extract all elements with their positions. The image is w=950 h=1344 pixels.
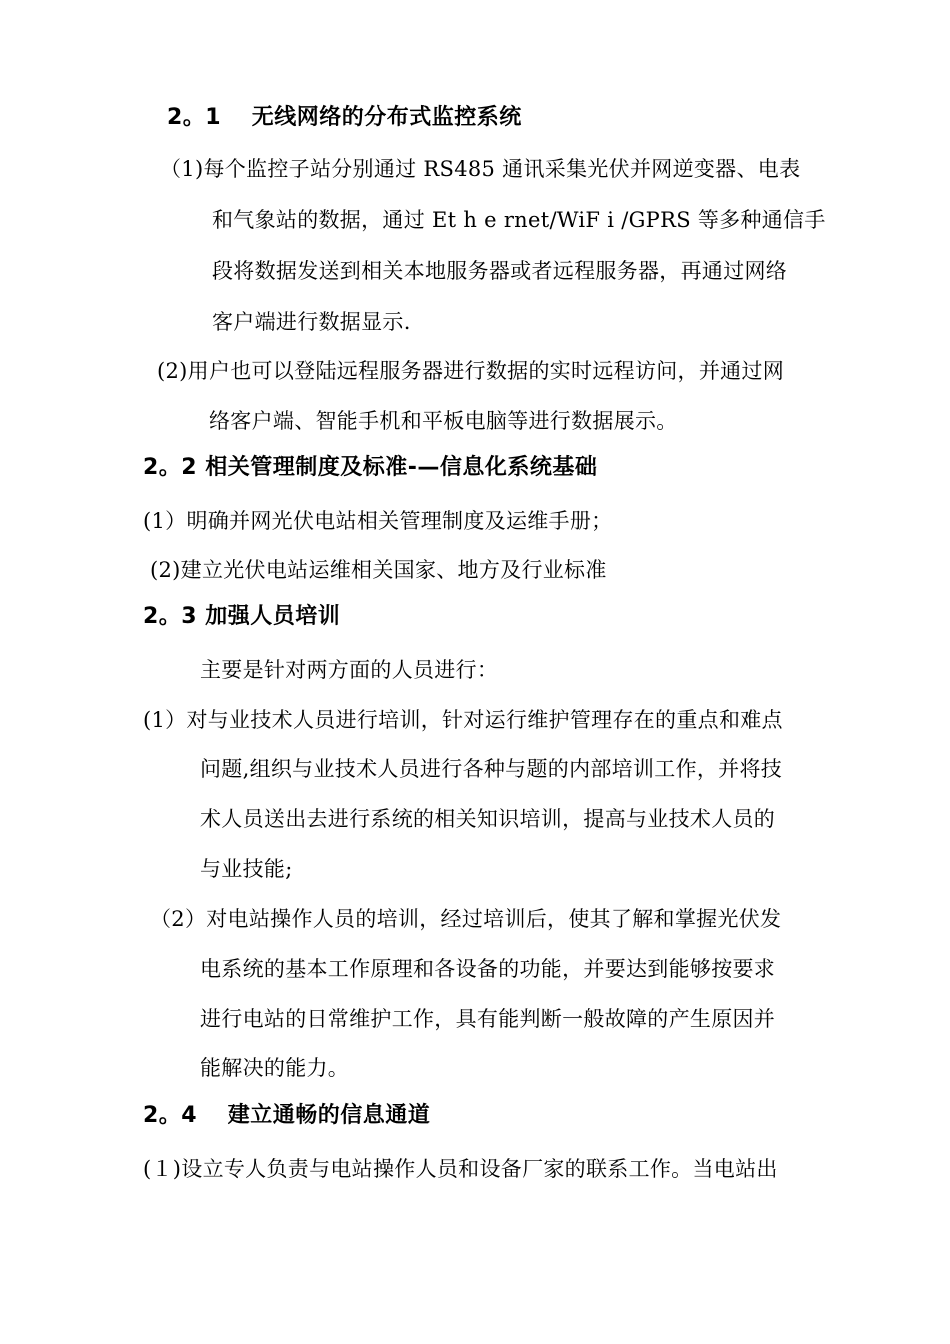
paragraph-line: 客户端进行数据显示. bbox=[212, 310, 411, 334]
paragraph-line: （1)每个监控子站分别通过 RS485 通讯采集光伏并网逆变器、电表 bbox=[160, 157, 801, 181]
paragraph-line: 能解决的能力。 bbox=[200, 1056, 350, 1080]
paragraph-line: （2）对电站操作人员的培训，经过培训后，使其了解和掌握光伏发 bbox=[150, 907, 782, 931]
paragraph-line: 和气象站的数据，通过 Et h e rnet/WiF i /GPRS 等多种通信手 bbox=[212, 208, 826, 232]
section-heading-2-3: 2。3 加强人员培训 bbox=[143, 604, 341, 629]
paragraph-line: (1）对与业技术人员进行培训，针对运行维护管理存在的重点和难点 bbox=[143, 708, 783, 732]
section-heading-2-1: 2。1 无线网络的分布式监控系统 bbox=[167, 105, 522, 130]
section-heading-2-4: 2。4 建立通畅的信息通道 bbox=[143, 1103, 431, 1128]
paragraph-line: 进行电站的日常维护工作，具有能判断一般故障的产生原因并 bbox=[200, 1007, 776, 1031]
section-heading-2-2: 2。2 相关管理制度及标准-—信息化系统基础 bbox=[143, 455, 598, 480]
paragraph-line: 电系统的基本工作原理和各设备的功能，并要达到能够按要求 bbox=[200, 957, 776, 981]
paragraph-line: 段将数据发送到相关本地服务器或者远程服务器，再通过网络 bbox=[212, 259, 788, 283]
paragraph-line: 与业技能; bbox=[200, 857, 293, 881]
paragraph-line: (2)建立光伏电站运维相关国家、地方及行业标准 bbox=[150, 558, 607, 582]
paragraph-line: 主要是针对两方面的人员进行： bbox=[200, 658, 499, 682]
paragraph-line: 问题,组织与业技术人员进行各种与题的内部培训工作，并将技 bbox=[200, 757, 783, 781]
paragraph-line: (１)设立专人负责与电站操作人员和设备厂家的联系工作。当电站出 bbox=[143, 1157, 778, 1181]
paragraph-line: (2)用户也可以登陆远程服务器进行数据的实时远程访问，并通过网 bbox=[157, 359, 785, 383]
paragraph-line: 络客户端、智能手机和平板电脑等进行数据展示。 bbox=[209, 409, 678, 433]
paragraph-line: 术人员送出去进行系统的相关知识培训，提高与业技术人员的 bbox=[200, 807, 776, 831]
paragraph-line: (1）明确并网光伏电站相关管理制度及运维手册； bbox=[143, 509, 613, 533]
